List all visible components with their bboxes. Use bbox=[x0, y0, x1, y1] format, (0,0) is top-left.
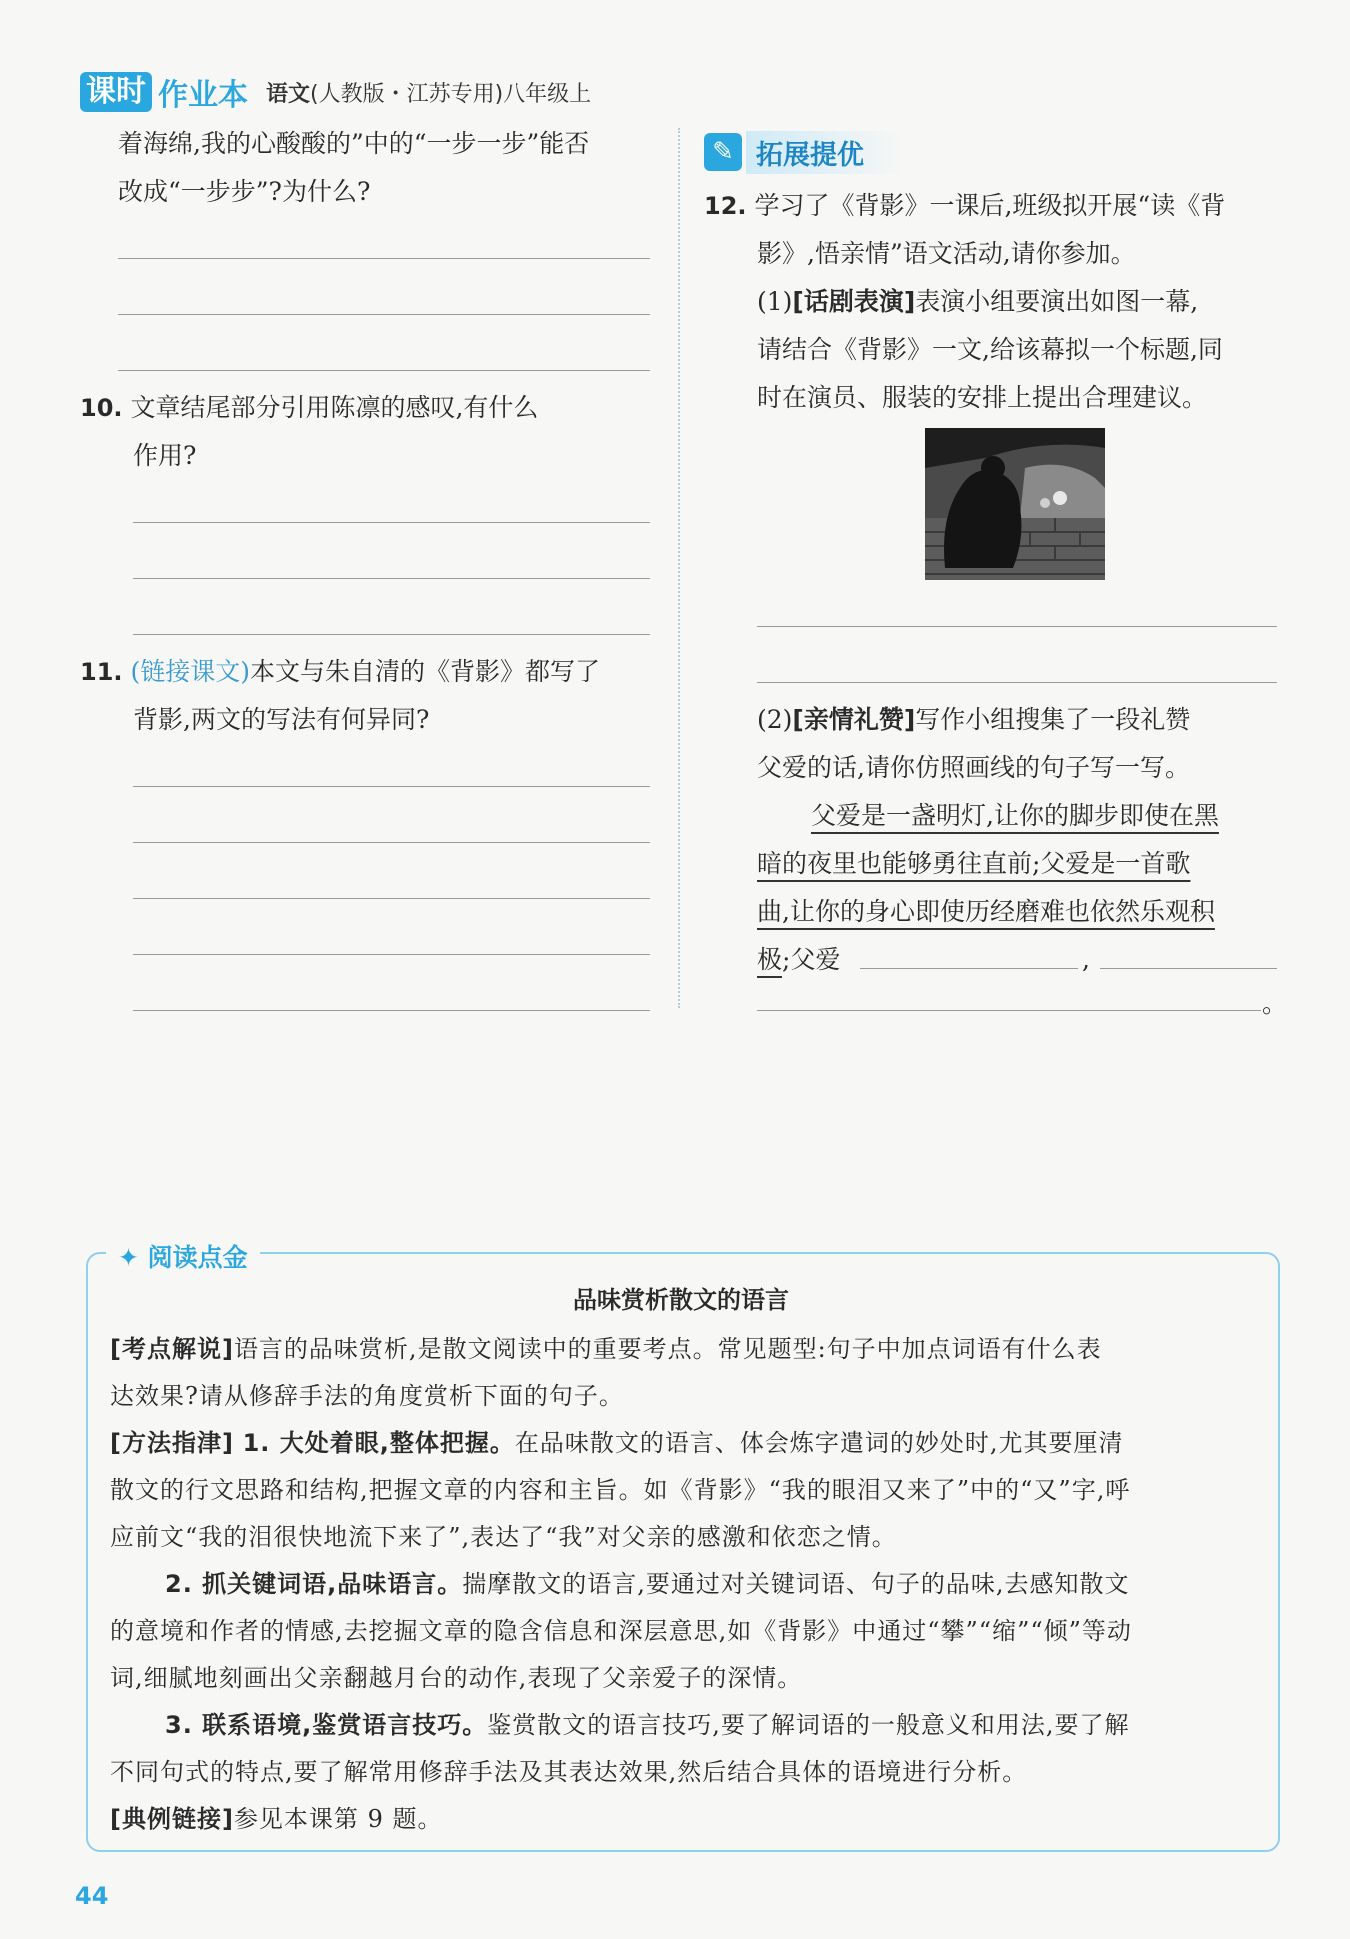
tips-text-11: 参见本课第 9 题。 bbox=[233, 1805, 443, 1833]
q11-link-tag: (链接课文) bbox=[130, 657, 250, 686]
example-link-label: [典例链接] bbox=[110, 1805, 234, 1833]
q11-answer-line[interactable] bbox=[133, 842, 650, 843]
section-tag-extension bbox=[704, 130, 904, 174]
tips-line-4: 散文的行文思路和结构,把握文章的内容和主旨。如《背影》“我的眼泪又来了”中的“又”字,呼 bbox=[110, 1476, 1131, 1504]
reading-tips-label: 阅读点金 bbox=[147, 1243, 248, 1272]
q12-part1-line-1 bbox=[757, 278, 1198, 326]
q10-number: 10. bbox=[80, 394, 123, 422]
q11-answer-line[interactable] bbox=[133, 1010, 650, 1011]
part2-label: [亲情礼赞] bbox=[792, 705, 916, 734]
sample-sentence-line-2 bbox=[757, 840, 1190, 888]
part2-prefix: (2) bbox=[757, 705, 793, 734]
underlined-sample-1: 父爱是一盏明灯,让你的脚步即使在黑 bbox=[811, 801, 1219, 830]
q11-answer-line[interactable] bbox=[133, 898, 650, 899]
illustration-svg bbox=[925, 428, 1105, 580]
q12-part1-answer-line[interactable] bbox=[757, 682, 1277, 683]
imitation-blank-3[interactable] bbox=[757, 1010, 1261, 1011]
imitation-blank-1[interactable] bbox=[860, 968, 1078, 969]
q11-number: 11. bbox=[80, 658, 123, 686]
method-label: [方法指津] bbox=[110, 1429, 234, 1457]
q9-answer-line[interactable] bbox=[118, 258, 650, 259]
tips-line-8: 词,细腻地刻画出父亲翻越月台的动作,表现了父亲爱子的深情。 bbox=[110, 1664, 803, 1692]
sparkle-icon: ✦ bbox=[118, 1243, 139, 1272]
tips-text-6: 揣摩散文的语言,要通过对关键词语、句子的品味,去感知散文 bbox=[462, 1570, 1130, 1598]
imitation-period: 。 bbox=[1262, 989, 1288, 1018]
q12-number: 12. bbox=[704, 192, 747, 220]
column-divider bbox=[678, 128, 680, 1008]
q10-answer-line[interactable] bbox=[133, 522, 650, 523]
part1-text-1: 表演小组要演出如图一幕, bbox=[915, 287, 1199, 316]
reading-tips-tag bbox=[106, 1240, 260, 1276]
q10-text-1: 文章结尾部分引用陈凛的感叹,有什么 bbox=[130, 393, 539, 422]
q9-answer-line[interactable] bbox=[118, 370, 650, 371]
pencil-note-icon: ✎ bbox=[704, 133, 742, 171]
imitation-blank-2[interactable] bbox=[1100, 968, 1277, 969]
part2-text-1: 写作小组搜集了一段礼赞 bbox=[915, 705, 1191, 734]
q12-part1-line-3: 时在演员、服装的安排上提出合理建议。 bbox=[757, 383, 1208, 412]
header bbox=[80, 70, 591, 114]
tips-line-5: 应前文“我的泪很快地流下来了”,表达了“我”对父亲的感激和依恋之情。 bbox=[110, 1523, 897, 1551]
q9-line-2: 改成“一步步”?为什么? bbox=[118, 177, 371, 206]
brand-logo-box: 课时 bbox=[80, 72, 152, 112]
tips-line-6 bbox=[165, 1561, 1130, 1608]
tips-text-3: 在品味散文的语言、体会炼字遣词的妙处时,尤其要厘清 bbox=[514, 1429, 1124, 1457]
underlined-sample-2: 暗的夜里也能够勇往直前;父爱是一首歌 bbox=[757, 849, 1191, 878]
tips-line-9 bbox=[165, 1702, 1130, 1749]
imitation-comma: , bbox=[1082, 945, 1090, 974]
q11-line-2: 背影,两文的写法有何异同? bbox=[133, 705, 430, 734]
q12-line-2: 影》,悟亲情”语文活动,请你参加。 bbox=[757, 239, 1136, 268]
page-number: 44 bbox=[75, 1882, 109, 1910]
q10-answer-line[interactable] bbox=[133, 578, 650, 579]
brand-logo-text: 作业本 bbox=[158, 78, 248, 113]
tips-line-1 bbox=[110, 1326, 1102, 1373]
q11-answer-line[interactable] bbox=[133, 786, 650, 787]
part1-label: [话剧表演] bbox=[792, 287, 916, 316]
q12-text-1: 学习了《背影》一课后,班级拟开展“读《背 bbox=[754, 191, 1226, 220]
section-tag-label: 拓展提优 bbox=[746, 131, 904, 174]
father-back-illustration bbox=[925, 428, 1105, 580]
tips-line-10: 不同句式的特点,要了解常用修辞手法及其表达效果,然后结合具体的语境进行分析。 bbox=[110, 1758, 1028, 1786]
q11-answer-line[interactable] bbox=[133, 954, 650, 955]
method-2-heading: 2. 抓关键词语,品味语言。 bbox=[165, 1570, 463, 1598]
q9-answer-line[interactable] bbox=[118, 314, 650, 315]
exam-point-label: [考点解说] bbox=[110, 1335, 234, 1363]
q12-line-1 bbox=[704, 182, 1225, 230]
tips-line-2: 达效果?请从修辞手法的角度赏析下面的句子。 bbox=[110, 1382, 624, 1410]
underlined-sample-4: 极 bbox=[757, 945, 783, 974]
tips-text-9: 鉴赏散文的语言技巧,要了解词语的一般意义和用法,要了解 bbox=[487, 1711, 1130, 1739]
imitation-prompt: ;父爱 bbox=[782, 945, 841, 974]
reading-tips-title: 品味赏析散文的语言 bbox=[573, 1286, 789, 1314]
edition-label: (人教版・江苏专用)八年级上 bbox=[310, 81, 592, 107]
sample-sentence-line-3 bbox=[757, 888, 1215, 936]
method-1-heading: 1. 大处着眼,整体把握。 bbox=[242, 1429, 515, 1457]
q11-text-1: 本文与朱自清的《背影》都写了 bbox=[249, 657, 600, 686]
book-subtitle bbox=[266, 77, 591, 108]
q10-line-2: 作用? bbox=[133, 441, 197, 470]
underlined-sample-3: 曲,让你的身心即使历经磨难也依然乐观积 bbox=[757, 897, 1215, 926]
tips-text-1: 语言的品味赏析,是散文阅读中的重要考点。常见题型:句子中加点词语有什么表 bbox=[233, 1335, 1102, 1363]
tips-line-7: 的意境和作者的情感,去挖掘文章的隐含信息和深层意思,如《背影》中通过“攀”“缩”“倾”等动 bbox=[110, 1617, 1132, 1645]
method-3-heading: 3. 联系语境,鉴赏语言技巧。 bbox=[165, 1711, 488, 1739]
q12-part1-answer-line[interactable] bbox=[757, 626, 1277, 627]
subject-label: 语文 bbox=[266, 81, 311, 107]
q10-answer-line[interactable] bbox=[133, 634, 650, 635]
q12-part2-line-2: 父爱的话,请你仿照画线的句子写一写。 bbox=[757, 753, 1190, 782]
sample-sentence-line-1 bbox=[811, 792, 1219, 840]
sample-sentence-line-4 bbox=[757, 936, 840, 984]
part1-prefix: (1) bbox=[757, 287, 793, 316]
q11-line-1 bbox=[80, 648, 600, 696]
tips-line-11 bbox=[110, 1796, 442, 1843]
q9-line-1: 着海绵,我的心酸酸的”中的“一步一步”能否 bbox=[118, 129, 590, 158]
q12-part2-line-1 bbox=[757, 696, 1190, 744]
q12-part1-line-2: 请结合《背影》一文,给该幕拟一个标题,同 bbox=[757, 335, 1223, 364]
tips-line-3 bbox=[110, 1420, 1124, 1467]
q10-line-1 bbox=[80, 384, 538, 432]
